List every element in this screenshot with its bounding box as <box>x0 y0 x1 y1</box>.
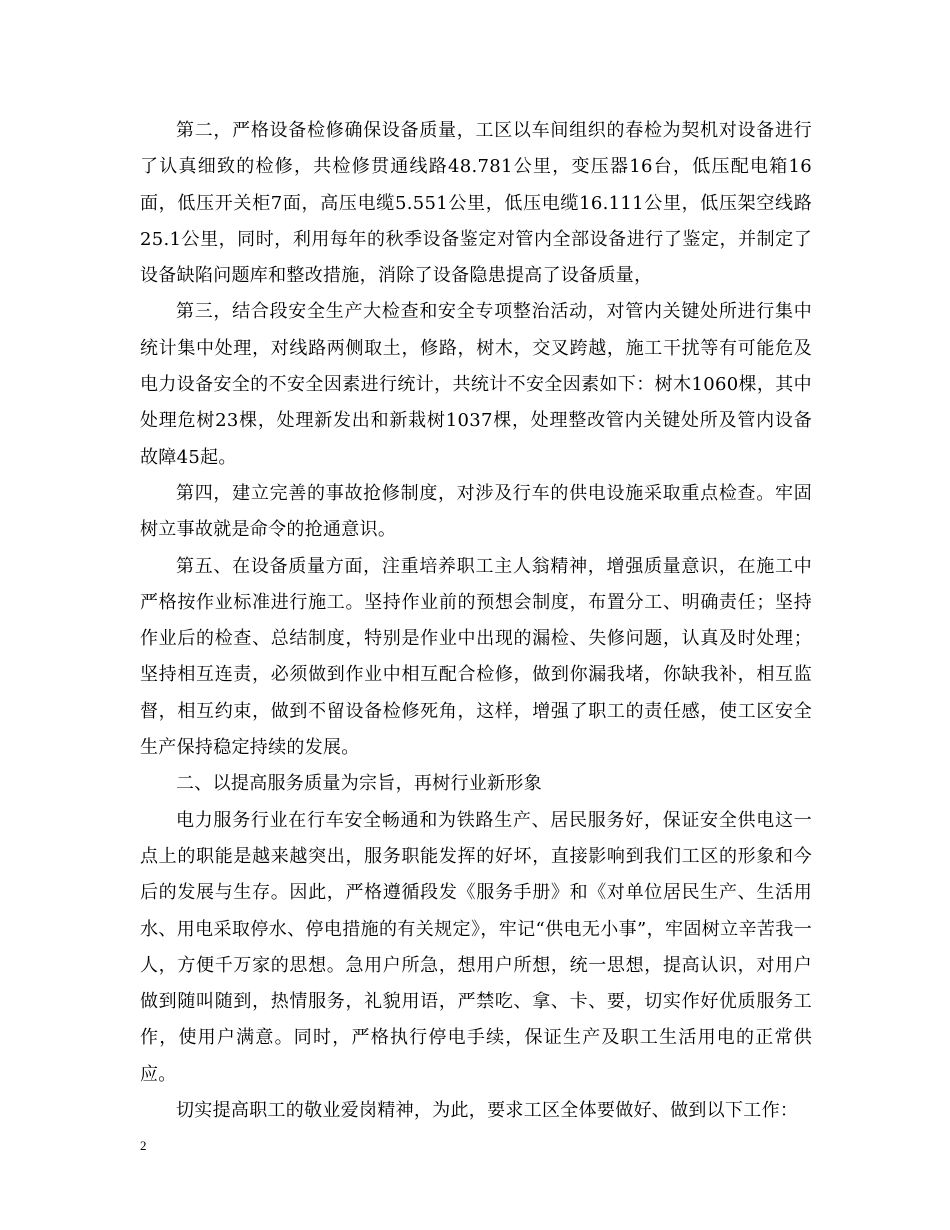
paragraph-emergency-repair: 第四，建立完善的事故抢修制度，对涉及行车的供电设施采取重点检查。牢固树立事故就是命令的抢通意识。 <box>140 482 812 541</box>
paragraph-power-service: 电力服务行业在行车安全畅通和为铁路生产、居民服务好，保证安全供电这一点上的职能是越来越突出，服务职能发挥的好坏，直接影响到我们工区的形象和今后的发展与生存。因此，严格遵循段发《服务手册》和《对单位居民生产、生活用水、用电采取停水、停电措施的有关规定》，牢记“供电无小事”，牢固树立辛苦我一人，方便千万家的思想。急用户所急，想用户所想，统一思想，提高认识，对用户做到随叫随到，热情服务，礼貌用语，严禁吃、拿、卡、要，切实作好优质服务工作，使用户满意。同时，严格执行停电手续，保证生产及职工生活用电的正常供应。 <box>140 809 812 1085</box>
paragraph-equipment-quality: 第五、在设备质量方面，注重培养职工主人翁精神，增强质量意识，在施工中严格按作业标准进行施工。坚持作业前的预想会制度，布置分工、明确责任；坚持作业后的检查、总结制度，特别是作业中出现的漏检、失修问题，认真及时处理；坚持相互连责，必须做到作业中相互配合检修，做到你漏我堵，你缺我补，相互监督，相互约束，做到不留设备检修死角，这样，增强了职工的责任感，使工区安全生产保持稳定持续的发展。 <box>140 555 812 759</box>
section-heading-service-quality: 二、以提高服务质量为宗旨，再树行业新形象 <box>176 773 542 795</box>
paragraph-safety-inspection: 第三，结合段安全生产大检查和安全专项整治活动，对管内关键处所进行集中统计集中处理，对线路两侧取土，修路，树木，交叉跨越，施工干扰等有可能危及电力设备安全的不安全因素进行统计，共统计不安全因素如下：树木1060棵，其中处理危树23棵，处理新发出和新栽树1037棵，处理整改管内关键处所及管内设备故障45起。 <box>140 301 812 468</box>
page-number: 2 <box>140 1138 147 1153</box>
document-body <box>140 113 812 1129</box>
paragraph-work-requirements: 切实提高职工的敬业爱岗精神，为此，要求工区全体要做好、做到以下工作： <box>176 1100 799 1122</box>
paragraph-equipment-maintenance: 第二，严格设备检修确保设备质量，工区以车间组织的春检为契机对设备进行了认真细致的检修，共检修贯通线路48.781公里，变压器16台，低压配电箱16面，低压开关柜7面，高压电缆5.551公里，低压电缆16.111公里，低压架空线路25.1公里，同时，利用每年的秋季设备鉴定对管内全部设备进行了鉴定，并制定了设备缺陷问题库和整改措施，消除了设备隐患提高了设备质量， <box>140 120 812 287</box>
